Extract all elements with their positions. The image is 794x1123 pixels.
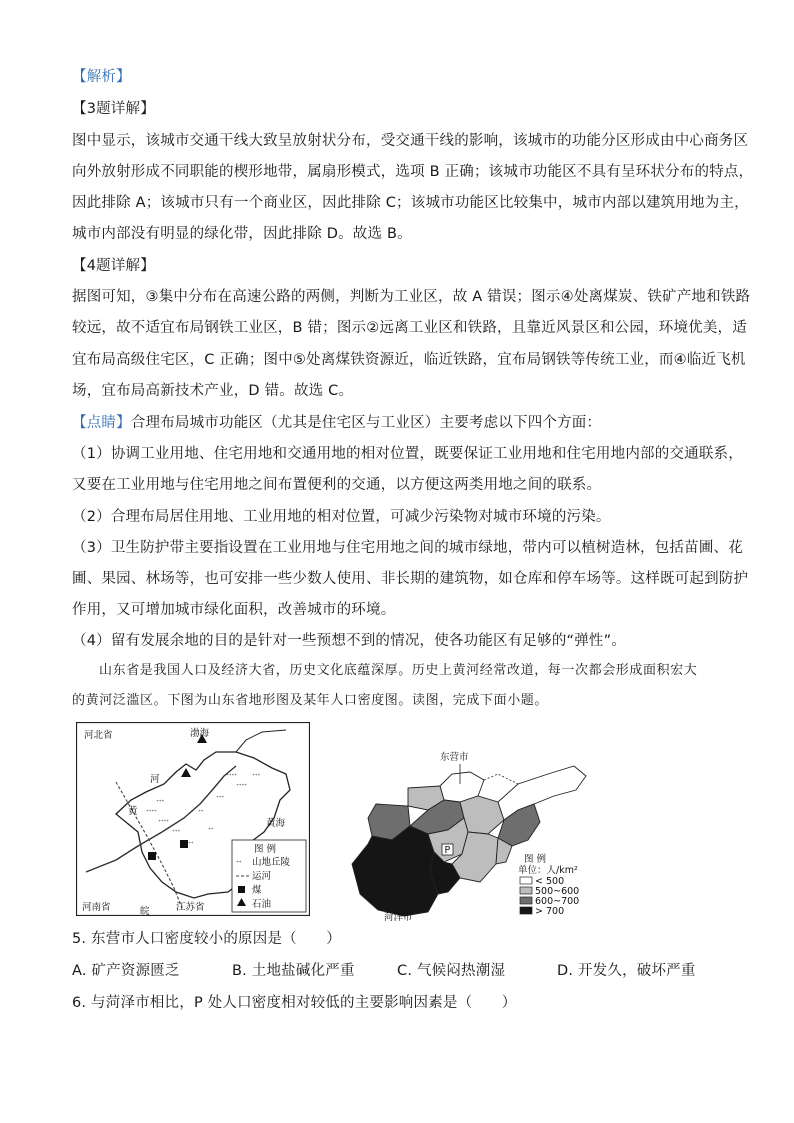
q4-line-4: 场，宜布局高新技术产业，D 错。故选 C。 — [72, 383, 354, 399]
density-legend-title: 图 例 — [524, 854, 547, 865]
tip-line-2: 又要在工业用地与住宅用地之间布置便利的交通，以方便这两类用地之间的联系。 — [72, 477, 602, 493]
question-5-option-c[interactable]: C. 气候闷热潮湿 — [397, 963, 506, 979]
legend-oil: 石油 — [252, 899, 272, 910]
terrain-legend-title: 图 例 — [254, 844, 277, 855]
tip-intro: 合理布局城市功能区（尤其是住宅区与工业区）主要考虑以下四个方面： — [130, 415, 602, 431]
question-5-stem: 5. 东营市人口密度较小的原因是（ ） — [72, 931, 341, 947]
label-bohai: 渤海 — [190, 728, 210, 739]
tip-line-6: 作用，又可增加城市绿化面积，改善城市的环境。 — [72, 602, 396, 618]
question-5-option-b[interactable]: B. 土地盐碱化严重 — [232, 963, 355, 979]
label-jiangsu: 江苏省 — [176, 902, 205, 913]
question-6-stem: 6. 与菏泽市相比，P 处人口密度相对较低的主要影响因素是（ ） — [72, 995, 517, 1011]
q3-line-1: 图中显示，该城市交通干线大致呈放射状分布，受交通干线的影响，该城市的功能分区形成由中心商务区 — [72, 133, 749, 149]
coal-icon — [148, 852, 156, 860]
q3-heading: 【3题详解】 — [72, 101, 155, 117]
density-class-1: < 500 — [535, 876, 565, 887]
label-he: 河 — [150, 774, 160, 785]
q4-heading: 【4题详解】 — [72, 258, 155, 274]
label-henan: 河南省 — [82, 902, 111, 913]
svg-text:ᐩᐩ: ᐩᐩ — [188, 840, 194, 848]
svg-text:ᐩᐩᐩ: ᐩᐩᐩ — [216, 794, 225, 802]
svg-text:ᐩᐩ: ᐩᐩ — [236, 859, 242, 867]
q4-line-3: 宜布局高级住宅区，C 正确；图中⑤处离煤铁资源近，临近铁路，宜布局钢铁等传统工业，而④临近飞机 — [72, 352, 746, 368]
passage-line-1: 山东省是我国人口及经济大省，历史文化底蕴深厚。历史上黄河经常改道，每一次都会形成面积宏大 — [99, 663, 698, 678]
tip-label: 【点睛】 — [72, 415, 131, 431]
tip-line-3: （2）合理布局居住用地、工业用地的相对位置，可减少污染物对城市环境的污染。 — [72, 509, 611, 525]
label-heze: 菏泽市 — [384, 912, 413, 923]
q3-line-4: 城市内部没有明显的绿化带，因此排除 D。故选 B。 — [72, 226, 412, 242]
svg-text:ᐩᐩ: ᐩᐩ — [198, 808, 204, 816]
q4-line-2: 较远，故不适宜布局钢铁工业区，B 错；图示②远离工业区和铁路，且靠近风景区和公园，环境优美，适 — [72, 320, 747, 336]
tip-line-5: 圃、果园、林场等，也可安排一些少数人使用、非长期的建筑物，如仓库和停车场等。这样既可起到防护 — [72, 571, 749, 587]
region-heze — [352, 826, 438, 916]
coal-icon — [180, 840, 188, 848]
population-density-map — [348, 744, 592, 924]
q3-line-2: 向外放射形成不同职能的楔形地带，属扇形模式，选项 B 正确；该城市功能区不具有呈环状分布的特点， — [72, 164, 754, 180]
question-5-option-d[interactable]: D. 开发久，破坏严重 — [557, 963, 696, 979]
label-hebei: 河北省 — [84, 730, 113, 741]
svg-text:ᐩᐩ: ᐩᐩ — [208, 826, 214, 834]
tip-paragraph — [72, 413, 601, 433]
legend-canal: 运河 — [252, 871, 272, 882]
label-p: P — [444, 845, 451, 856]
density-class-3: 600~700 — [535, 896, 580, 907]
label-anhui: 皖 — [140, 906, 150, 916]
region-peninsula — [498, 766, 586, 820]
svg-text:ᐩᐩᐩᐩ: ᐩᐩᐩᐩ — [236, 782, 247, 790]
legend-coal: 煤 — [252, 885, 262, 896]
density-class-4: > 700 — [535, 906, 565, 917]
question-5-option-a[interactable]: A. 矿产资源匮乏 — [72, 963, 180, 979]
svg-text:ᐩᐩᐩᐩ: ᐩᐩᐩᐩ — [226, 772, 237, 780]
tip-line-1: （1）协调工业用地、住宅用地和交通用地的相对位置，既要保证工业用地和住宅用地内部的交通联系， — [72, 446, 743, 462]
tip-line-4: （3）卫生防护带主要指设置在工业用地与住宅用地之间的城市绿地，带内可以植树造林，包括苗圃、花 — [72, 540, 743, 556]
density-legend-unit: 单位：人/km² — [518, 865, 578, 876]
svg-text:ᐩᐩᐩ: ᐩᐩᐩ — [252, 772, 261, 780]
legend-hills: 山地丘陵 — [252, 857, 291, 868]
label-huang: 黄 — [128, 806, 138, 817]
terrain-legend — [232, 840, 306, 912]
q4-line-1: 据图可知，③集中分布在高速公路的两侧，判断为工业区，故 A 错误；图示④处离煤炭、铁矿产地和铁路 — [72, 289, 751, 305]
svg-text:ᐩᐩᐩ: ᐩᐩᐩ — [156, 798, 165, 806]
passage-line-2: 的黄河泛滥区。下图为山东省地形图及某年人口密度图。读图，完成下面小题。 — [72, 693, 549, 708]
svg-text:ᐩᐩᐩᐩ: ᐩᐩᐩᐩ — [146, 808, 157, 816]
label-huanghai: 黄海 — [266, 818, 286, 829]
shandong-terrain-map — [76, 722, 310, 916]
density-class-2: 500~600 — [535, 886, 580, 897]
analysis-heading: 【解析】 — [72, 69, 131, 85]
density-legend — [518, 853, 579, 917]
label-dongying: 东营市 — [440, 752, 469, 763]
svg-text:ᐩᐩᐩᐩ: ᐩᐩᐩᐩ — [158, 818, 169, 826]
tip-line-7: （4）留有发展余地的目的是针对一些预想不到的情况，使各功能区有足够的“弹性”。 — [72, 633, 627, 649]
q3-line-3: 因此排除 A；该城市只有一个商业区，因此排除 C；该城市功能区比较集中，城市内部以建筑用地为主， — [72, 195, 749, 211]
svg-text:ᐩᐩᐩ: ᐩᐩᐩ — [172, 828, 181, 836]
